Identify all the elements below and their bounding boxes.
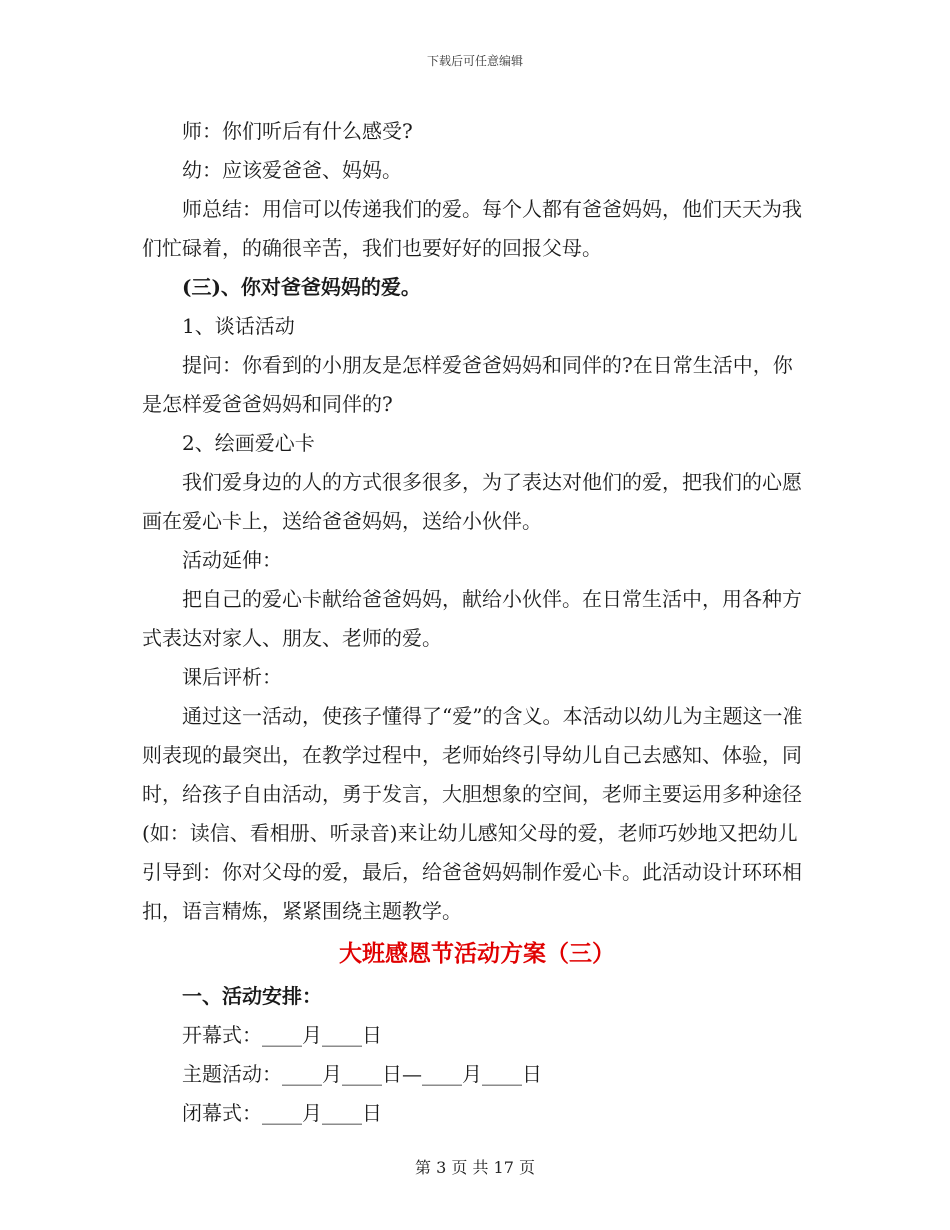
paragraph: 幼：应该爱爸爸、妈妈。 bbox=[182, 158, 402, 182]
paragraph: 1、谈话活动 bbox=[182, 314, 295, 338]
paragraph: 通过这一活动，使孩子懂得了“爱”的含义。本活动以幼儿为主题这一准则表现的最突出，在教学过程中，老师始终引导幼儿自己去感知、体验，同时，给孩子自由活动，勇于发言，大胆想象的空间，老师主要运用多种途径(如：读信、看相册、听录音)来让幼儿感知父母的爱，老师巧妙地又把幼儿引导到：你对父母的爱，最后，给爸爸妈妈制作爱心卡。此活动设计环环相扣，语言精炼，紧紧围绕主题教学。 bbox=[142, 704, 803, 923]
page-header: 下载后可任意编辑 bbox=[426, 54, 523, 68]
document-title: 大班感恩节活动方案（三） bbox=[339, 940, 615, 967]
paragraph: 提问：你看到的小朋友是怎样爱爸爸妈妈和同伴的?在日常生活中，你是怎样爱爸爸妈妈和同伴的? bbox=[142, 353, 793, 416]
paragraph: 课后评析： bbox=[182, 665, 282, 689]
schedule-heading: 一、活动安排： bbox=[182, 984, 322, 1008]
page-footer: 第 3 页 共 17 页 bbox=[415, 1158, 535, 1177]
schedule-closing: 闭幕式：____月____日 bbox=[182, 1101, 382, 1125]
section-heading: (三)、你对爸爸妈妈的爱。 bbox=[182, 275, 421, 299]
paragraph: 把自己的爱心卡献给爸爸妈妈，献给小伙伴。在日常生活中，用各种方式表达对家人、朋友、老师的爱。 bbox=[142, 587, 802, 650]
document-body bbox=[142, 112, 812, 1133]
paragraph: 师总结：用信可以传递我们的爱。每个人都有爸爸妈妈，他们天天为我们忙碌着，的确很辛苦，我们也要好好的回报父母。 bbox=[142, 197, 802, 260]
paragraph: 我们爱身边的人的方式很多很多，为了表达对他们的爱，把我们的心愿画在爱心卡上，送给爸爸妈妈，送给小伙伴。 bbox=[142, 470, 802, 533]
schedule-theme: 主题活动：____月____日—____月____日 bbox=[182, 1062, 542, 1086]
schedule-opening: 开幕式：____月____日 bbox=[182, 1023, 382, 1047]
paragraph: 2、绘画爱心卡 bbox=[182, 431, 315, 455]
paragraph: 师：你们听后有什么感受? bbox=[182, 119, 413, 143]
paragraph: 活动延伸： bbox=[182, 548, 282, 572]
